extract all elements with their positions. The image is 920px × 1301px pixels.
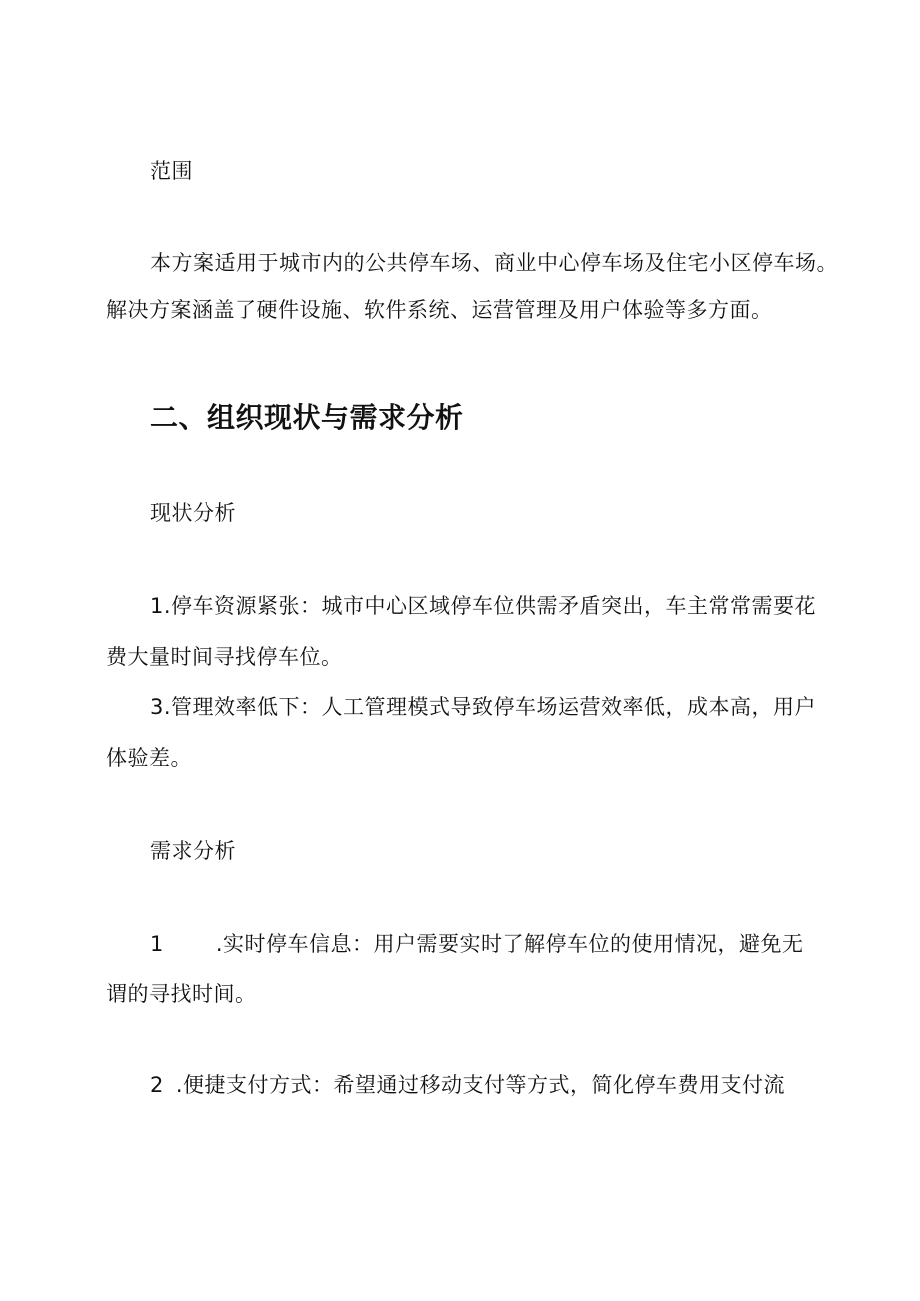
needs-item1-line2: 谓的寻找时间。 bbox=[106, 982, 257, 1006]
status-item3-line1: 3.管理效率低下：人工管理模式导致停车场运营效率低，成本高，用户 bbox=[150, 695, 817, 719]
needs-item2-line1 bbox=[150, 1070, 785, 1100]
status-item3-line2: 体验差。 bbox=[106, 746, 192, 770]
section2-heading: 二、组织现状与需求分析 bbox=[150, 401, 464, 434]
needs-analysis-title: 需求分析 bbox=[150, 839, 236, 863]
status-analysis-title: 现状分析 bbox=[150, 501, 236, 525]
needs-item2-text: .便捷支付方式：希望通过移动支付等方式，简化停车费用支付流 bbox=[175, 1073, 786, 1097]
scope-paragraph-line2: 解决方案涵盖了硬件设施、软件系统、运营管理及用户体验等多方面。 bbox=[106, 298, 773, 322]
needs-item2-number: 2 bbox=[150, 1073, 164, 1097]
scope-title: 范围 bbox=[150, 159, 193, 183]
status-item1-line1: 1.停车资源紧张：城市中心区域停车位供需矛盾突出，车主常常需要花 bbox=[150, 594, 817, 618]
needs-item1-line1 bbox=[150, 929, 804, 959]
scope-paragraph-line1: 本方案适用于城市内的公共停车场、商业中心停车场及住宅小区停车场。 bbox=[150, 251, 838, 275]
needs-item1-number: 1 bbox=[150, 932, 164, 956]
status-item1-line2: 费大量时间寻找停车位。 bbox=[106, 645, 343, 669]
needs-item1-text: .实时停车信息：用户需要实时了解停车位的使用情况，避免无 bbox=[215, 932, 804, 956]
